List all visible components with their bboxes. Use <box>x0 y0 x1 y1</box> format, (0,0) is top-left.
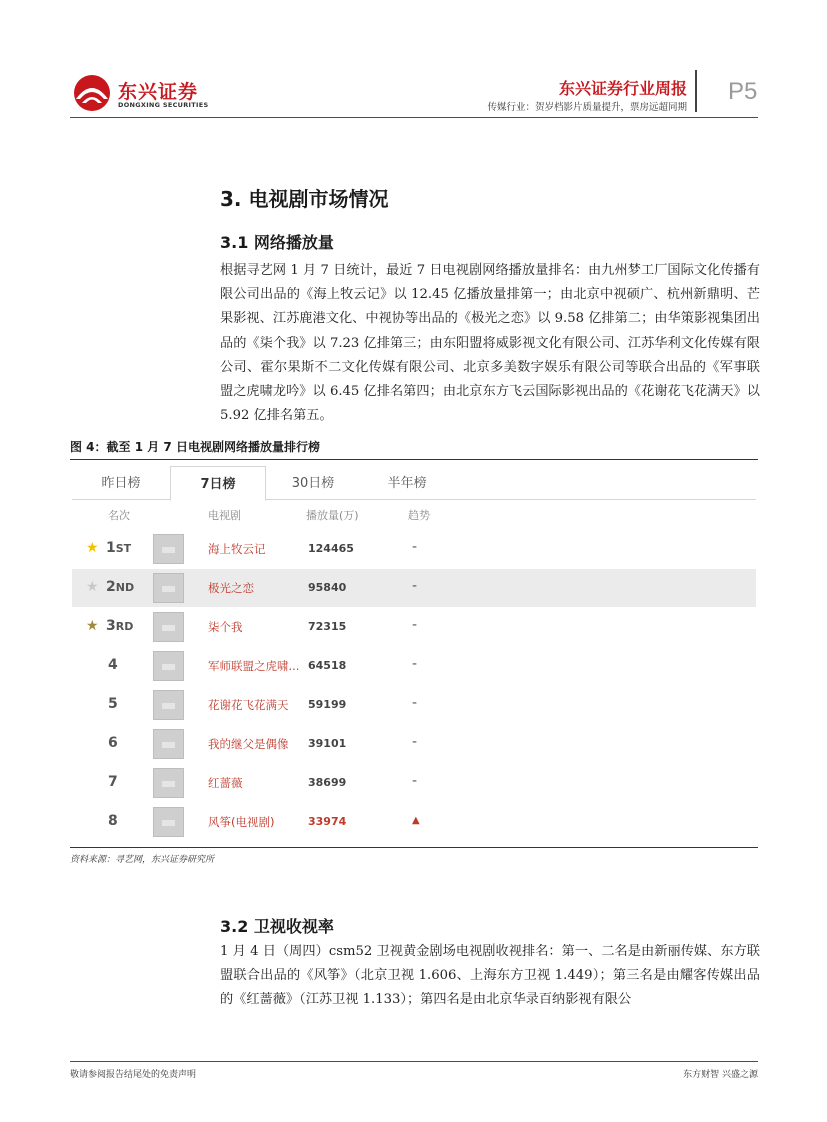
column-header-drama: 电视剧 <box>208 509 241 522</box>
poster-thumbnail[interactable] <box>153 807 184 837</box>
silver-star-icon: ★ <box>86 579 99 595</box>
poster-thumbnail[interactable] <box>153 651 184 681</box>
column-header-rank: 名次 <box>108 509 130 522</box>
poster-thumbnail[interactable] <box>153 573 184 603</box>
logo-text-en: DONGXING SECURITIES <box>118 101 209 109</box>
logo-text-cn: 东兴证券 <box>118 81 199 103</box>
footer-rule <box>70 1061 758 1062</box>
paragraph-3-1: 根据寻艺网 1 月 7 日统计，最近 7 日电视剧网络播放量排名：由九州梦工厂国际文化传播有限公司出品的《海上牧云记》以 12.45 亿播放量排第一；由北京中视硕广、杭州新鼎明、芒果影视、江苏鹿港文化、中视协等出品的《极光之恋》以 9.58 亿排第二；由华策影视集团出品的《柒个我》以 7.23 亿排第三；由东阳盟将威影视文化有限公司、江苏华利文化传媒有限公司、霍尔果斯不二文化传媒有限公司、北京多美数字娱乐有限公司等联合出品的《军事联盟之虎啸龙吟》以 6.45 亿排名第四；由北京东方飞云国际影视出品的《花谢花飞花满天》以 5.92 亿排名第五。 <box>220 263 760 424</box>
play-count: 39101 <box>308 737 347 750</box>
drama-title-link[interactable]: 红蔷薇 <box>208 776 243 790</box>
bronze-star-icon: ★ <box>86 618 99 634</box>
column-header-trend: 趋势 <box>408 509 430 522</box>
ranking-row <box>72 725 756 763</box>
footer-slogan: 东方财智 兴盛之源 <box>683 1070 758 1080</box>
ranking-row <box>72 686 756 724</box>
rank-label: 7 <box>108 774 118 790</box>
trend-indicator: - <box>412 656 418 672</box>
tab-half-year[interactable]: 半年榜 <box>387 476 427 491</box>
section-heading: 3. 电视剧市场情况 <box>220 187 389 211</box>
rank-label: 5 <box>108 696 118 712</box>
drama-title-link[interactable]: 花谢花飞花满天 <box>208 698 289 712</box>
figure-bottom-rule <box>70 847 758 848</box>
play-count: 38699 <box>308 776 347 789</box>
trend-indicator: - <box>412 734 418 750</box>
tab-7-day[interactable]: 7日榜 <box>170 466 266 501</box>
figure-source: 资料来源：寻艺网，东兴证券研究所 <box>70 855 215 865</box>
subsection-heading-3-2: 3.2 卫视收视率 <box>220 917 334 936</box>
rank-label: 1ST <box>106 540 132 556</box>
drama-title-link[interactable]: 柒个我 <box>208 620 243 634</box>
play-count: 64518 <box>308 659 347 672</box>
poster-thumbnail[interactable] <box>153 729 184 759</box>
subsection-heading-3-1: 3.1 网络播放量 <box>220 233 334 252</box>
gold-star-icon: ★ <box>86 540 99 556</box>
rank-label: 3RD <box>106 618 134 634</box>
footer-disclaimer: 敬请参阅报告结尾处的免责声明 <box>70 1070 197 1080</box>
column-header-plays: 播放量(万) <box>306 509 359 522</box>
paragraph-3-2: 1 月 4 日（周四）csm52 卫视黄金剧场电视剧收视排名：第一、二名是由新丽传媒、东方联盟联合出品的《风筝》（北京卫视 1.606、上海东方卫视 1.449）；第三名是由耀客传媒出品的《红蔷薇》（江苏卫视 1.133）；第四名是由北京华录百纳影视有限公 <box>220 944 760 1008</box>
play-count: 124465 <box>308 542 354 555</box>
ranking-row <box>72 647 756 685</box>
trend-indicator: - <box>412 773 418 789</box>
ranking-row <box>72 530 756 568</box>
trend-indicator: - <box>412 617 418 633</box>
poster-thumbnail[interactable] <box>153 612 184 642</box>
logo-mark-icon <box>70 73 114 113</box>
drama-title-link[interactable]: 军师联盟之虎啸... <box>208 659 300 673</box>
trend-indicator: - <box>412 539 418 555</box>
header-rule <box>70 117 758 118</box>
poster-thumbnail[interactable] <box>153 690 184 720</box>
rank-label: 6 <box>108 735 118 751</box>
trend-indicator: - <box>412 695 418 711</box>
drama-title-link[interactable]: 我的继父是偶像 <box>208 737 289 751</box>
rank-label: 4 <box>108 657 118 673</box>
trend-up-icon: ▲ <box>412 815 420 826</box>
play-count: 59199 <box>308 698 347 711</box>
report-title: 东兴证券行业周报 <box>558 79 687 98</box>
ranking-row <box>72 569 756 607</box>
ranking-row <box>72 764 756 802</box>
tab-yesterday[interactable]: 昨日榜 <box>101 476 141 491</box>
ranking-row <box>72 608 756 646</box>
rank-label: 8 <box>108 813 118 829</box>
drama-title-link[interactable]: 风筝(电视剧) <box>208 815 275 829</box>
play-count: 95840 <box>308 581 347 594</box>
poster-thumbnail[interactable] <box>153 534 184 564</box>
figure-title: 图 4：截至 1 月 7 日电视剧网络播放量排行榜 <box>70 440 320 454</box>
ranking-row <box>72 803 756 841</box>
rank-label: 2ND <box>106 579 135 595</box>
play-count: 72315 <box>308 620 347 633</box>
figure-top-rule <box>70 459 758 460</box>
drama-title-link[interactable]: 极光之恋 <box>208 581 254 595</box>
report-subtitle: 传媒行业：贺岁档影片质量提升，票房远超同期 <box>487 102 687 113</box>
company-logo <box>70 73 210 115</box>
play-count: 33974 <box>308 815 347 828</box>
tab-30-day[interactable]: 30日榜 <box>291 476 335 491</box>
drama-title-link[interactable]: 海上牧云记 <box>208 542 266 556</box>
trend-indicator: - <box>412 578 418 594</box>
poster-thumbnail[interactable] <box>153 768 184 798</box>
header-divider <box>695 70 697 112</box>
page-number: P5 <box>728 78 758 105</box>
